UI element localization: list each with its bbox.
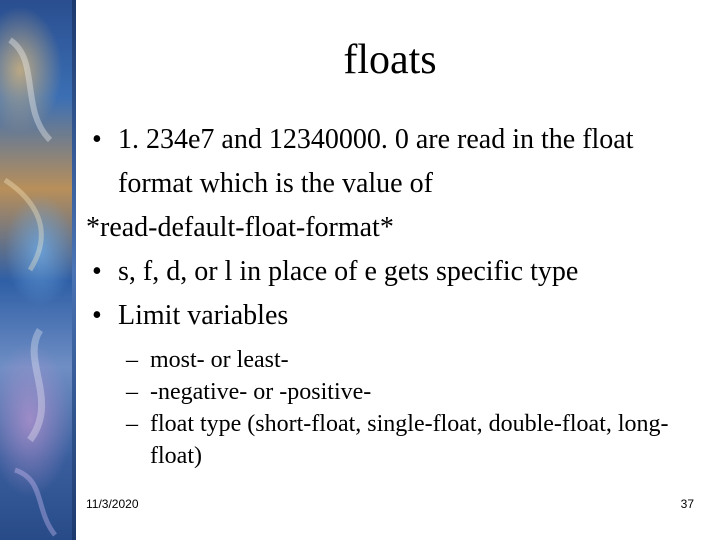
bullet-marker: •	[92, 300, 102, 331]
bullet-text: s, f, d, or l in place of e gets specific type	[118, 256, 579, 287]
bullet-list	[86, 118, 706, 472]
bullet-item	[86, 118, 706, 206]
slide-title: floats	[343, 37, 437, 83]
sub-bullet-text: -negative- or -positive-	[150, 379, 372, 405]
bullet-text: 1. 234e7 and 12340000. 0 are read in the float format which is the value of	[118, 124, 634, 199]
bullet-text: Limit variables	[118, 300, 289, 331]
bullet-marker: •	[92, 256, 102, 287]
dash-marker: –	[126, 379, 138, 405]
bullet-text: *read-default-float-format*	[86, 212, 394, 243]
bullet-item-continuation	[86, 206, 706, 250]
dash-marker: –	[126, 347, 138, 373]
side-band-edge	[72, 0, 76, 540]
sub-bullet-item	[86, 376, 706, 408]
decorative-side-band	[0, 0, 72, 540]
footer-date: 11/3/2020	[86, 497, 139, 511]
sub-bullet-item	[86, 344, 706, 376]
sub-bullet-item	[86, 408, 706, 472]
bullet-item	[86, 250, 706, 294]
bullet-marker: •	[92, 124, 102, 155]
dash-marker: –	[126, 411, 138, 437]
sub-bullet-list	[86, 344, 706, 472]
bullet-item	[86, 294, 706, 338]
sub-bullet-text: float type (short-float, single-float, double-float, long-float)	[150, 411, 669, 469]
decorative-swirl-graphic	[0, 0, 72, 540]
sub-bullet-text: most- or least-	[150, 347, 289, 373]
footer-page-number: 37	[680, 497, 694, 511]
